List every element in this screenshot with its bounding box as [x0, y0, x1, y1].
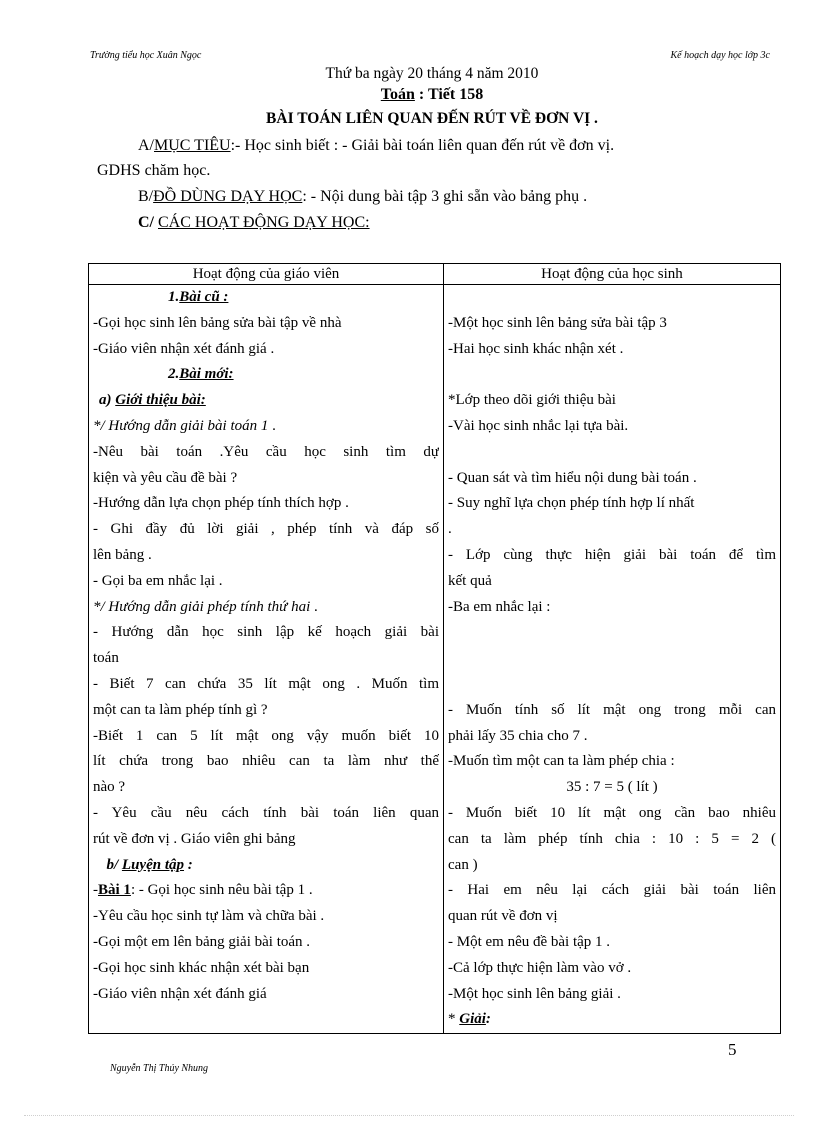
student-line-empty [448, 620, 776, 646]
student-line: - Quan sát và tìm hiểu nội dung bài toán . [448, 469, 697, 486]
teacher-line: - Hướng dẫn học sinh lập kế hoạch giải bài [93, 624, 439, 641]
footer-divider [24, 1115, 794, 1116]
section-objectives [138, 137, 614, 155]
section-a-label: MỤC TIÊU [154, 137, 231, 154]
teacher-line [93, 595, 439, 621]
teacher-line: -Gọi một em lên bảng giải bài toán . [93, 933, 311, 950]
student-line: kết quả [448, 572, 492, 589]
heading-number: a) [99, 392, 116, 409]
punctuation: : [184, 856, 193, 873]
teacher-line: -Nêu bài toán .Yêu cầu học sinh tìm dự [93, 443, 439, 460]
teacher-line: lít chứa trong bao nhiêu can ta làm như thế [93, 753, 439, 770]
student-line: - Một em nêu đề bài tập 1 . [448, 933, 611, 950]
student-line: can ta làm phép tính chia : 10 : 5 = 2 ( [448, 830, 776, 847]
bullet-star: * [448, 1011, 460, 1028]
heading-old-lesson: Bài cũ : [179, 289, 229, 305]
header-school: Trường tiểu học Xuân Ngọc [90, 50, 202, 61]
punctuation: : [485, 1011, 491, 1028]
teacher-line: -Giáo viên nhận xét đánh giá . [93, 340, 275, 357]
teacher-line: -Giáo viên nhận xét đánh giá [93, 985, 267, 1002]
student-line: -Một học sinh lên bảng giải . [448, 985, 621, 1002]
col-header-teacher: Hoạt động của giáo viên [89, 264, 444, 285]
col-header-student: Hoạt động của học sinh [444, 264, 781, 285]
teacher-line: - Ghi đầy đủ lời giải , phép tính và đáp số [93, 521, 439, 538]
teacher-line [93, 414, 439, 440]
section-materials [138, 188, 587, 206]
student-line: - Muốn tính số lít mật ong trong mỗi can [448, 701, 776, 718]
section-a-text: :- Học sinh biết : - Giải bài toán liên quan đến rút về đơn vị. [230, 137, 615, 154]
section-objectives-extra: GDHS chăm học. [97, 162, 211, 179]
heading-number: b/ [106, 856, 122, 873]
student-line: -Ba em nhắc lại : [448, 598, 551, 615]
student-line: phải lấy 35 chia cho 7 . [448, 727, 588, 744]
teacher-line: - Yêu cầu nêu cách tính bài toán liên quan [93, 804, 439, 821]
teacher-line: -Gọi học sinh khác nhận xét bài bạn [93, 959, 310, 976]
section-c-prefix: C/ [138, 214, 154, 231]
student-column [444, 285, 781, 1034]
student-line: *Lớp theo dõi giới thiệu bài [448, 392, 616, 409]
student-line: can ) [448, 856, 478, 873]
guide-problem-2: */ Hướng dẫn giải phép tính thứ hai [93, 598, 311, 615]
guide-problem-1: */ Hướng dẫn giải bài toán 1 [93, 417, 269, 434]
teacher-line: kiện và yêu cầu đề bài ? [93, 469, 238, 486]
teacher-line: -Hướng dẫn lựa chọn phép tính thích hợp . [93, 495, 349, 512]
teacher-line: rút về đơn vị . Giáo viên ghi bảng [93, 830, 296, 847]
footer-author: Nguyễn Thị Thúy Nhung [110, 1063, 209, 1074]
student-line: . [448, 521, 452, 538]
teacher-line: một can ta làm phép tính gì ? [93, 701, 268, 718]
lesson-number: Tiết 158 [427, 86, 484, 103]
student-line: - Hai em nêu lại cách giải bài toán liên [448, 882, 776, 899]
teacher-line-empty [93, 1007, 439, 1033]
section-b-text: : - Nội dung bài tập 3 ghi sẵn vào bảng phụ . [302, 188, 588, 205]
student-line: quan rút về đơn vị [448, 908, 558, 925]
section-activities [138, 214, 370, 232]
teacher-line [93, 388, 439, 414]
header-plan: Kế hoạch dạy học lớp 3c [670, 50, 770, 61]
student-line: -Một học sinh lên bảng sửa bài tập 3 [448, 314, 667, 331]
punctuation: . [268, 417, 276, 434]
teacher-line [93, 285, 439, 311]
table-header-row [89, 264, 781, 285]
section-a-prefix: A/ [138, 137, 154, 154]
page-number: 5 [728, 1040, 737, 1059]
student-line-formula: 35 : 7 = 5 ( lít ) [566, 779, 658, 796]
student-line-empty [448, 672, 776, 698]
heading-practice: Luyện tập [121, 856, 185, 873]
teacher-line: - Biết 7 can chứa 35 lít mật ong . Muốn tìm [93, 675, 439, 692]
teacher-line: lên bảng . [93, 546, 152, 563]
exercise-1-text: : - Gọi học sinh nêu bài tập 1 . [130, 882, 313, 899]
exercise-1-label: Bài 1 [98, 882, 131, 899]
student-line-empty [448, 646, 776, 672]
date-line: Thứ ba ngày 20 tháng 4 năm 2010 [325, 65, 539, 82]
dash: - [93, 882, 98, 899]
teacher-line: - Gọi ba em nhắc lại . [93, 572, 223, 589]
teacher-line: nào ? [93, 779, 126, 796]
student-line: -Vài học sinh nhắc lại tựa bài. [448, 417, 629, 434]
lesson-title: BÀI TOÁN LIÊN QUAN ĐẾN RÚT VỀ ĐƠN VỊ . [266, 110, 598, 127]
subject-sep: : [414, 86, 428, 103]
student-line-empty [448, 285, 776, 311]
teacher-line: -Gọi học sinh lên bảng sửa bài tập về nhà [93, 314, 342, 331]
heading-number: 1. [168, 289, 180, 305]
subject-label: Toán [380, 86, 415, 103]
section-c-label: CÁC HOẠT ĐỘNG DẠY HỌC: [158, 214, 370, 231]
student-line: - Suy nghĩ lựa chọn phép tính hợp lí nhất [448, 495, 695, 512]
teacher-line [93, 878, 439, 904]
table-body-row [89, 285, 781, 1034]
student-line: -Hai học sinh khác nhận xét . [448, 340, 624, 357]
student-line: - Muốn biết 10 lít mật ong cần bao nhiêu [448, 804, 776, 821]
teacher-column [89, 285, 444, 1034]
teacher-line: toán [93, 650, 119, 667]
student-line: -Cả lớp thực hiện làm vào vở . [448, 959, 632, 976]
activity-table [88, 263, 781, 1034]
student-line: - Lớp cùng thực hiện giải bài toán để tìm [448, 546, 776, 563]
teacher-line: -Yêu cầu học sinh tự làm và chữa bài . [93, 908, 325, 925]
section-b-prefix: B/ [138, 188, 154, 205]
student-line-empty [448, 440, 776, 466]
student-line [448, 1007, 776, 1033]
teacher-line: -Biết 1 can 5 lít mật ong vậy muốn biết 10 [93, 727, 439, 744]
section-b-label: ĐỒ DÙNG DẠY HỌC [153, 188, 303, 205]
student-line: -Muốn tìm một can ta làm phép chia : [448, 753, 675, 770]
solution-label: Giải [459, 1011, 486, 1028]
heading-introduction: Giới thiệu bài: [115, 392, 206, 409]
punctuation: . [310, 598, 318, 615]
student-line-empty [448, 362, 776, 388]
teacher-line [93, 362, 439, 388]
teacher-line [93, 853, 439, 879]
subject-line [0, 86, 816, 104]
heading-number: 2. [168, 366, 180, 383]
heading-new-lesson: Bài mới: [179, 366, 234, 383]
